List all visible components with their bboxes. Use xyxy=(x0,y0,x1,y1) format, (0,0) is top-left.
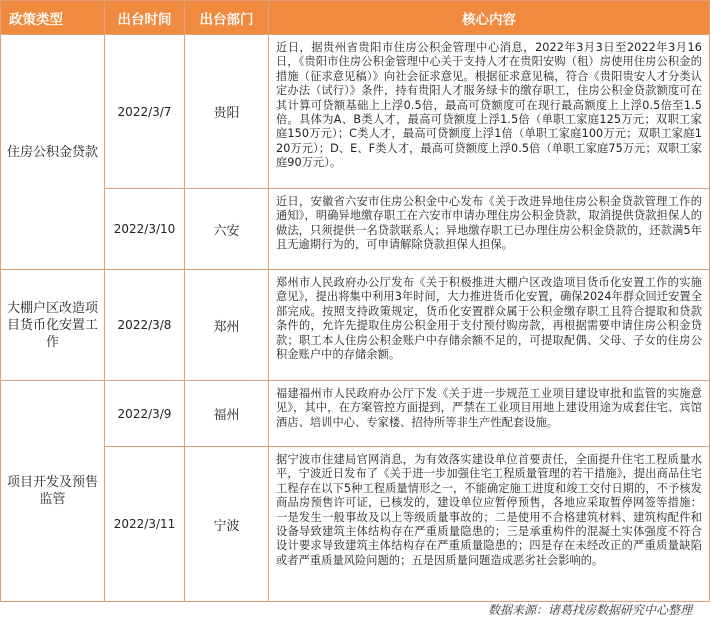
header-date: 出台时间 xyxy=(105,1,185,35)
header-dept: 出台部门 xyxy=(185,1,269,35)
dept-cell: 福州 xyxy=(185,381,269,447)
dept-cell: 六安 xyxy=(185,189,269,270)
table-row xyxy=(1,447,710,602)
data-source-note: 数据来源：诸葛找房数据研究中心整理 xyxy=(487,603,692,617)
table-row xyxy=(1,270,710,381)
content-cell: 近日，安徽省六安市住房公积金中心发布《关于改进异地住房公积金贷款管理工作的通知》，明确异地缴存职工在六安市申请办理住房公积金贷款，取消提供贷款担保人的做法，只须提供一名贷款联系人；异地缴存职工已办理住房公积金贷款的，还款满5年且无逾期行为的，可申请解除贷款担保人担保。 xyxy=(269,189,710,270)
content-cell: 郑州市人民政府办公厅发布《关于积极推进大棚户区改造项目货币化安置工作的实施意见》，提出将集中利用3年时间，大力推进货币化安置，确保2024年群众回迁安置全部完成。按照支持政策规定，货币化安置群众属于公积金缴存职工且符合提取和贷款条件的，允许先提取住房公积金用于支付预付购房款，再根据需要申请住房公积金贷款；职工本人住房公积金账户中存储余额不足的，可提取配偶、父母、子女的住房公积金账户中的存储余额。 xyxy=(269,270,710,381)
date-cell: 2022/3/10 xyxy=(105,189,185,270)
policy-type-cell: 项目开发及预售监管 xyxy=(1,381,105,602)
header-content: 核心内容 xyxy=(269,1,710,35)
table-row xyxy=(1,381,710,447)
content-cell: 福建福州市人民政府办公厅下发《关于进一步规范工业项目建设审批和监管的实施意见》，其中，在方案管控方面提到，严禁在工业项目用地上建设用途为成套住宅、宾馆酒店、培训中心、专家楼、招待所等非生产性配套设施。 xyxy=(269,381,710,447)
dept-cell: 宁波 xyxy=(185,447,269,602)
dept-cell: 郑州 xyxy=(185,270,269,381)
content-cell: 近日，据贵州省贵阳市住房公积金管理中心消息，2022年3月3日至2022年3月16日，《贵阳市住房公积金管理中心关于支持人才在贵阳安购（租）房使用住房公积金的措施（征求意见稿）》向社会征求意见。根据征求意见稿，符合《贵阳贵安人才分类认定办法（试行）》条件，持有贵阳人才服务绿卡的缴存职工，住房公积金贷款额度可在其计算可贷额基础上上浮0.5倍，最高可贷额度可在现行最高额度上上浮0.5倍至1.5倍。具体为A、B类人才，最高可贷额度上浮1.5倍（单职工家庭125万元；双职工家庭150万元）；C类人才，最高可贷额度上浮1倍（单职工家庭100万元；双职工家庭120万元）；D、E、F类人才，最高可贷额度上浮0.5倍（单职工家庭75万元；双职工家庭90万元）。 xyxy=(269,35,710,189)
table-row xyxy=(1,189,710,270)
date-cell: 2022/3/8 xyxy=(105,270,185,381)
date-cell: 2022/3/11 xyxy=(105,447,185,602)
policy-type-cell: 住房公积金贷款 xyxy=(1,35,105,270)
date-cell: 2022/3/9 xyxy=(105,381,185,447)
date-cell: 2022/3/7 xyxy=(105,35,185,189)
dept-cell: 贵阳 xyxy=(185,35,269,189)
header-policy-type: 政策类型 xyxy=(1,1,105,35)
content-cell: 据宁波市住建局官网消息，为有效落实建设单位首要责任，全面提升住宅工程质量水平，宁波近日发布了《关于进一步加强住宅工程质量管理的若干措施》，提出商品住宅工程存在以下5种工程质量情形之一，不能确定施工进度和竣工交付日期的，不予核发商品房预售许可证，已核发的，建设单位应暂停预售，各地应采取暂停网签等措施：一是发生一般事故及以上等级质量事故的；二是使用不合格建筑材料、建筑构配件和设备导致建筑主体结构存在严重质量隐患的；三是承重构件的混凝土实体强度不符合设计要求导致建筑主体结构存在严重质量隐患的；四是存在未经改正的严重质量缺陷或者严重质量风险问题的；五是因质量问题造成恶劣社会影响的。 xyxy=(269,447,710,602)
header-row xyxy=(1,1,710,35)
policy-type-cell: 大棚户区改造项目货币化安置工作 xyxy=(1,270,105,381)
table-row xyxy=(1,35,710,189)
